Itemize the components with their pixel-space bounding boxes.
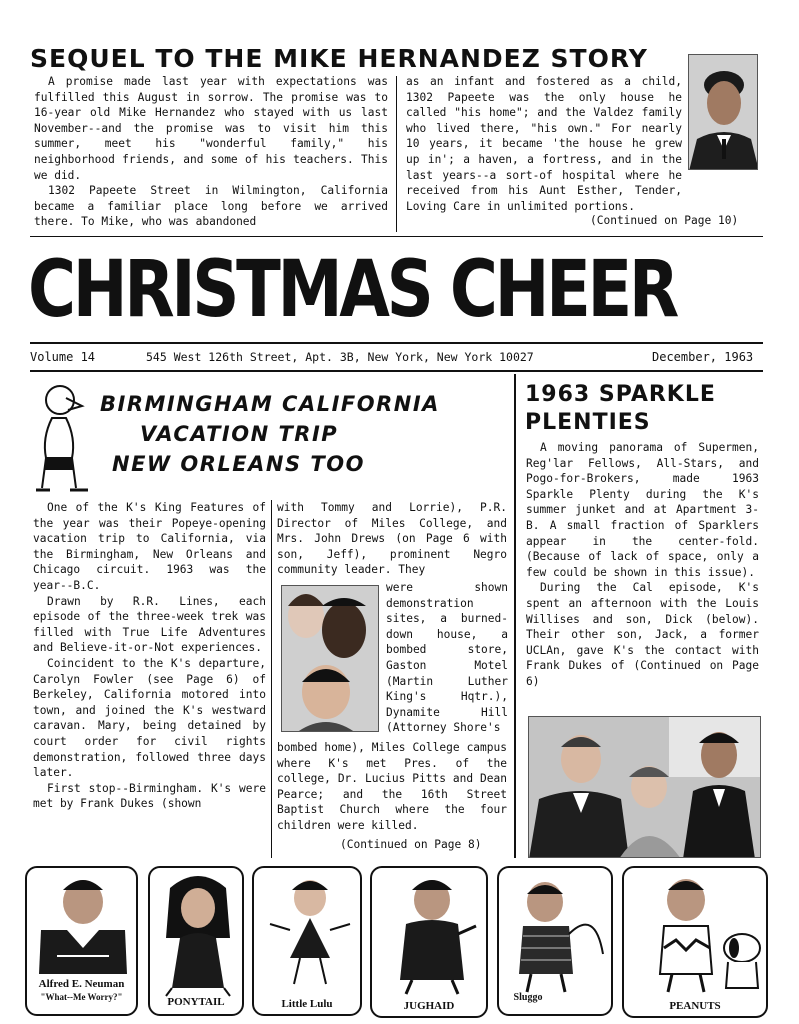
trip-headline-line-2: VACATION TRIP — [140, 422, 339, 446]
comic-sublabel: "What--Me Worry?" — [40, 992, 123, 1002]
sequel-headline: SEQUEL TO THE MIKE HERNANDEZ STORY — [30, 44, 648, 73]
sparkle-paragraph: A moving panorama of Supermen, Reg'lar Fellows, All-Stars, and Pogo-for-Brokers, made 1963 Sparkle Plenty during the K's summer junket and at Apartment 3-B. A small fraction of Sparklers appear in the center-fold. (Because of lack of space, only a few could be shown in this issue). — [526, 441, 759, 579]
comic-frame-jughaid — [370, 866, 488, 1018]
sequel-paragraph: 1302 Papeete Street in Wilmington, California became a familiar place long before we arrived there. To Mike, who was abandoned — [34, 184, 388, 229]
trip-paragraph: One of the K's King Features of the year was their Popeye-opening vacation trip to California, via the Birmingham, New Orleans and Chicago circuit. 1963 was the year--B.C. — [33, 501, 266, 592]
sparkle-headline-line-1: 1963 SPARKLE — [525, 382, 716, 407]
willises-family-photo — [528, 716, 761, 858]
column-divider — [396, 76, 397, 232]
sparkle-paragraph: During the Cal episode, K's spent an afternoon with the Louis Willises and son, Dick (below). Their other son, Jack, a former UCLAn, gave K's the contact with Frank Dukes of (Continued on Page 6) — [526, 581, 759, 688]
masthead-title: CHRISTMAS CHEER — [28, 245, 677, 335]
sequel-paragraph: as an infant and fostered as a child, 1302 Papeete was the only house he called "his home"; and the Valdez family who lived there, "his own." For nearly 10 years, it became 'the house he grew up in'; a haven, a fortress, and in the last years--a sort-of hospital where he received from his Aunt Esther, Tender, Loving Care in unlimited portions. — [406, 75, 682, 213]
masthead-address: 545 West 126th Street, Apt. 3B, New York, New York 10027 — [146, 350, 534, 364]
sequel-column-2 — [406, 74, 682, 232]
comic-frame-alfred-e-neuman — [25, 866, 138, 1016]
trip-paragraph: were shown demonstration sites, a burned-down house, a bombed store, Gaston Motel (Martin Luther King's Hqtr.), Dynamite Hill (Attorney Shore's — [386, 581, 508, 735]
comic-frame-sluggo — [497, 866, 613, 1016]
frank-dukes-photo — [281, 585, 379, 732]
trip-headline-line-3: NEW ORLEANS TOO — [112, 452, 365, 476]
little-lulu-drawing — [254, 868, 362, 1016]
trip-paragraph: First stop--Birmingham. K's were met by Frank Dukes (shown — [33, 781, 266, 811]
comic-label: JUGHAID — [403, 1000, 455, 1012]
comic-label: Sluggo — [513, 992, 543, 1003]
peanuts-drawing — [624, 868, 768, 1018]
comic-label: PEANUTS — [669, 1000, 721, 1012]
cartoon-character-drawing — [32, 378, 94, 498]
sequel-column-1 — [34, 74, 388, 232]
comic-frame-ponytail — [148, 866, 244, 1016]
trip-paragraph: Coincident to the K's departure, Carolyn Fowler (see Page 6) of Berkeley, California motored into town, and joined the K's westward caravan. Mary, being detained by court order for civil rights demonstration, followed three days later. — [33, 656, 266, 780]
rule-masthead-top — [30, 342, 763, 344]
sequel-continued: (Continued on Page 10) — [590, 214, 739, 227]
trip-paragraph: Drawn by R.R. Lines, each episode of the three-week trek was filled with True Life Adventures and Believe-it-or-Not experiences. — [33, 594, 266, 655]
trip-paragraph: with Tommy and Lorrie), P.R. Director of Miles College, and Mrs. John Drews (on Page 6 with son, Jeff), prominent Negro community leader. They — [277, 501, 507, 577]
comic-label: PONYTAIL — [167, 996, 225, 1008]
trip-column-2-beside — [386, 580, 508, 740]
sparkle-column — [526, 440, 759, 712]
rule-top — [30, 236, 763, 237]
masthead-date: December, 1963 — [652, 350, 754, 364]
jughaid-drawing — [372, 868, 488, 1018]
comic-label: Little Lulu — [281, 998, 333, 1010]
sequel-paragraph: A promise made last year with expectations was fulfilled this August in sorrow. The promise was to 16-year old Mike Hernandez who stayed with us last November--and the promise was to visit him this summer, meet his "wonderful family," his neighborhood friends, and some of his teachers. This we did. — [34, 75, 388, 182]
comic-frame-peanuts — [622, 866, 768, 1018]
trip-column-2-bottom — [277, 740, 507, 840]
trip-continued: (Continued on Page 8) — [340, 838, 482, 851]
trip-column-2-top — [277, 500, 507, 580]
comic-label: Alfred E. Neuman — [38, 978, 125, 990]
trip-headline-line-1: BIRMINGHAM CALIFORNIA — [100, 392, 440, 416]
masthead-volume: Volume 14 — [30, 350, 96, 364]
trip-paragraph: bombed home), Miles College campus where K's met Pres. of the college, Dr. Lucius Pitts and Dean Pearce; and the 16th Street Baptist Church where the four children were killed. — [277, 741, 507, 832]
comic-frame-little-lulu — [252, 866, 362, 1016]
section-divider — [514, 374, 516, 858]
trip-column-1 — [33, 500, 266, 858]
ponytail-drawing — [150, 868, 244, 1016]
rule-masthead-bottom — [30, 370, 763, 372]
mike-portrait-photo — [688, 54, 758, 170]
column-divider — [271, 500, 272, 858]
sparkle-headline-line-2: PLENTIES — [525, 410, 651, 435]
